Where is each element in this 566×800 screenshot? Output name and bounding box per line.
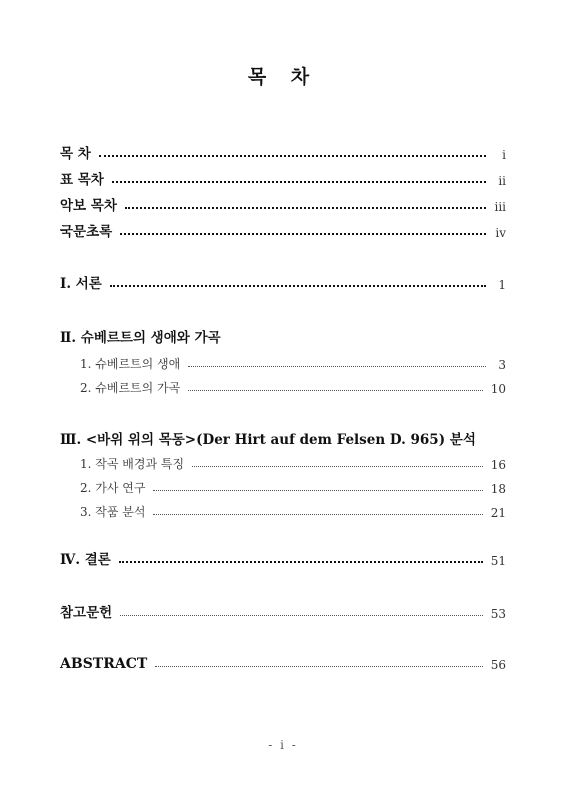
toc-entry-references[interactable] <box>60 601 506 621</box>
toc-entry-3-3[interactable] <box>80 500 506 520</box>
toc-entry-label: 3. 작품 분석 <box>80 505 146 519</box>
toc-page-number: i <box>502 148 506 162</box>
toc-chapter-3-heading[interactable]: Ⅲ. <바위 위의 목동>(Der Hirt auf dem Felsen D. 965) 분석 <box>60 432 476 448</box>
dot-leader <box>153 514 482 515</box>
toc-page-number: 56 <box>490 658 506 672</box>
toc-entry-abstract[interactable] <box>60 652 506 672</box>
toc-page-number: iii <box>494 200 506 214</box>
toc-entry-contents[interactable] <box>60 142 506 162</box>
toc-entry-label: Ⅳ. 결론 <box>60 552 111 568</box>
toc-entry-table-list[interactable] <box>60 168 506 188</box>
toc-entry-label: 표 목차 <box>60 172 104 188</box>
dot-leader <box>112 181 486 183</box>
toc-page-number: 18 <box>490 482 506 496</box>
toc-entry-label: 2. 슈베르트의 가곡 <box>80 381 181 395</box>
toc-page-number: 1 <box>498 278 506 292</box>
toc-page-number: 10 <box>490 382 506 396</box>
toc-entry-label: 2. 가사 연구 <box>80 481 146 495</box>
dot-leader <box>188 366 486 367</box>
dot-leader <box>120 233 486 235</box>
dot-leader <box>120 615 483 616</box>
toc-page-number: iv <box>495 226 506 240</box>
toc-page-number: ii <box>498 174 506 188</box>
toc-entry-label: 목 차 <box>60 146 91 162</box>
page-title: 목 차 <box>247 66 319 88</box>
toc-chapter-2-heading[interactable]: Ⅱ. 슈베르트의 생애와 가곡 <box>60 330 221 346</box>
page-footer-number: - i - <box>268 738 298 752</box>
toc-page-number: 3 <box>498 358 506 372</box>
toc-entry-2-1[interactable] <box>80 352 506 372</box>
dot-leader <box>125 207 486 209</box>
toc-page-number: 53 <box>490 607 506 621</box>
toc-entry-score-list[interactable] <box>60 194 506 214</box>
toc-entry-label: 1. 슈베르트의 생애 <box>80 357 181 371</box>
dot-leader <box>99 155 486 157</box>
dot-leader <box>192 466 483 467</box>
toc-page-number: 51 <box>490 554 506 568</box>
toc-entry-label: 국문초록 <box>60 224 113 240</box>
dot-leader <box>153 490 482 491</box>
dot-leader <box>110 285 486 287</box>
dot-leader <box>188 390 482 391</box>
toc-entry-3-1[interactable] <box>80 452 506 472</box>
toc-entry-label: 악보 목차 <box>60 198 117 214</box>
toc-entry-chapter-1[interactable] <box>60 272 506 292</box>
toc-entry-label: ABSTRACT <box>60 656 148 672</box>
toc-page-number: 16 <box>490 458 506 472</box>
dot-leader <box>119 561 483 563</box>
dot-leader <box>155 666 482 667</box>
toc-entry-3-2[interactable] <box>80 476 506 496</box>
toc-entry-label: Ⅰ. 서론 <box>60 276 102 292</box>
toc-entry-korean-abstract[interactable] <box>60 220 506 240</box>
toc-entry-label: 1. 작곡 배경과 특징 <box>80 457 185 471</box>
toc-page-number: 21 <box>490 506 506 520</box>
toc-entry-label: 참고문헌 <box>60 605 113 621</box>
toc-entry-chapter-4[interactable] <box>60 548 506 568</box>
toc-entry-2-2[interactable] <box>80 376 506 396</box>
